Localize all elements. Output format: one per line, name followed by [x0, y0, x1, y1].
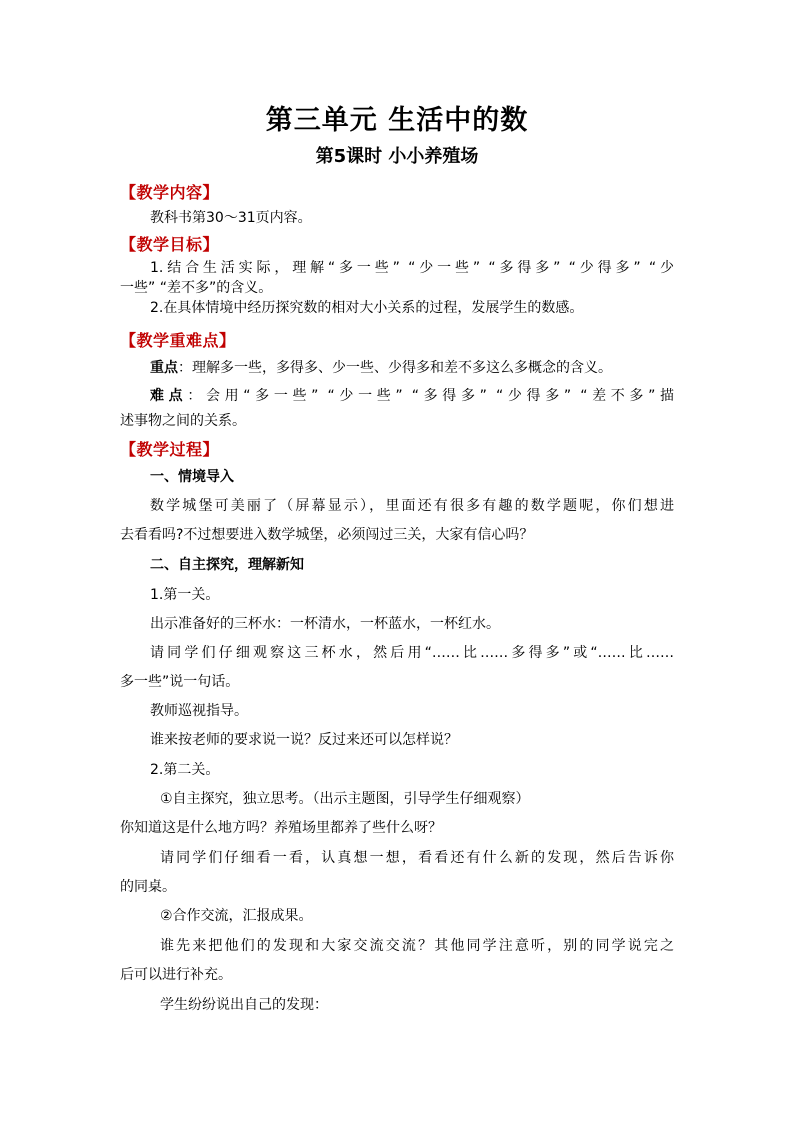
level-1-para-d: 谁来按老师的要求说一说？反过来还可以怎样说？: [150, 732, 458, 748]
level-1-para-c: 教师巡视指导。: [150, 703, 248, 719]
section-heading-key-points: 【教学重难点】: [120, 331, 236, 350]
section-heading-goals: 【教学目标】: [120, 235, 220, 254]
level-1-para-b-line-2: 多一些”说一句话。: [120, 674, 240, 690]
level-2-para-a: ①自主探究，独立思考。（出示主题图，引导学生仔细观察）: [160, 791, 530, 807]
part-1-line-1: 数学城堡可美丽了（屏幕显示），里面还有很多有趣的数学题呢，你们想进: [150, 498, 674, 514]
level-2-para-e-line-2: 后可以进行补充。: [120, 967, 232, 983]
goal-1-line-1: 1.结合生活实际，理解“多一些” “少一些” “多得多” “少得多” “少: [150, 260, 674, 276]
content-text: 教科书第30～31页内容。: [150, 210, 312, 226]
difficulty-line-1: [150, 386, 674, 406]
level-1-title: 1.第一关。: [150, 587, 220, 603]
focus-line: [150, 358, 612, 378]
section-heading-content: 【教学内容】: [120, 183, 220, 202]
unit-title: 第三单元 生活中的数: [265, 105, 529, 136]
level-2-para-c-line-1: 请同学们仔细看一看，认真想一想，看看还有什么新的发现，然后告诉你: [160, 850, 674, 866]
level-1-para-a: 出示准备好的三杯水：一杯清水，一杯蓝水，一杯红水。: [150, 616, 500, 632]
focus-text: ：理解多一些，多得多、少一些、少得多和差不多这么多概念的含义。: [178, 360, 612, 376]
goal-1-line-2: 一些” “差不多”的含义。: [120, 280, 273, 296]
level-2-para-f: 学生纷纷说出自己的发现：: [160, 997, 328, 1013]
difficulty-line-2: 述事物之间的关系。: [120, 413, 246, 429]
level-2-para-e-line-1: 谁先来把他们的发现和大家交流交流？其他同学注意听，别的同学说完之: [160, 938, 674, 954]
level-2-title: 2.第二关。: [150, 762, 220, 778]
lesson-subtitle: 第5课时 小小养殖场: [315, 146, 479, 167]
level-2-para-c-line-2: 的同桌。: [120, 879, 176, 895]
part-1-line-2: 去看看吗?不过想要进入数学城堡，必须闯过三关，大家有信心吗？: [120, 527, 534, 543]
level-1-para-b-line-1: 请同学们仔细观察这三杯水，然后用“……比……多得多”或“……比……: [150, 645, 674, 661]
difficulty-text-1: ：会用“多一些” “少一些” “多得多” “少得多” “差不多”描: [187, 388, 674, 404]
part-2-title: 二、自主探究，理解新知: [150, 557, 304, 573]
level-2-para-b: 你知道这是什么地方吗？养殖场里都养了些什么呀？: [120, 820, 442, 836]
focus-label: 重点: [150, 360, 178, 376]
goal-2: 2.在具体情境中经历探究数的相对大小关系的过程，发展学生的数感。: [150, 300, 584, 316]
level-2-para-d: ②合作交流，汇报成果。: [160, 908, 313, 924]
section-heading-process: 【教学过程】: [120, 440, 220, 459]
difficulty-label: 难点: [150, 388, 188, 404]
part-1-title: 一、情境导入: [150, 469, 234, 485]
